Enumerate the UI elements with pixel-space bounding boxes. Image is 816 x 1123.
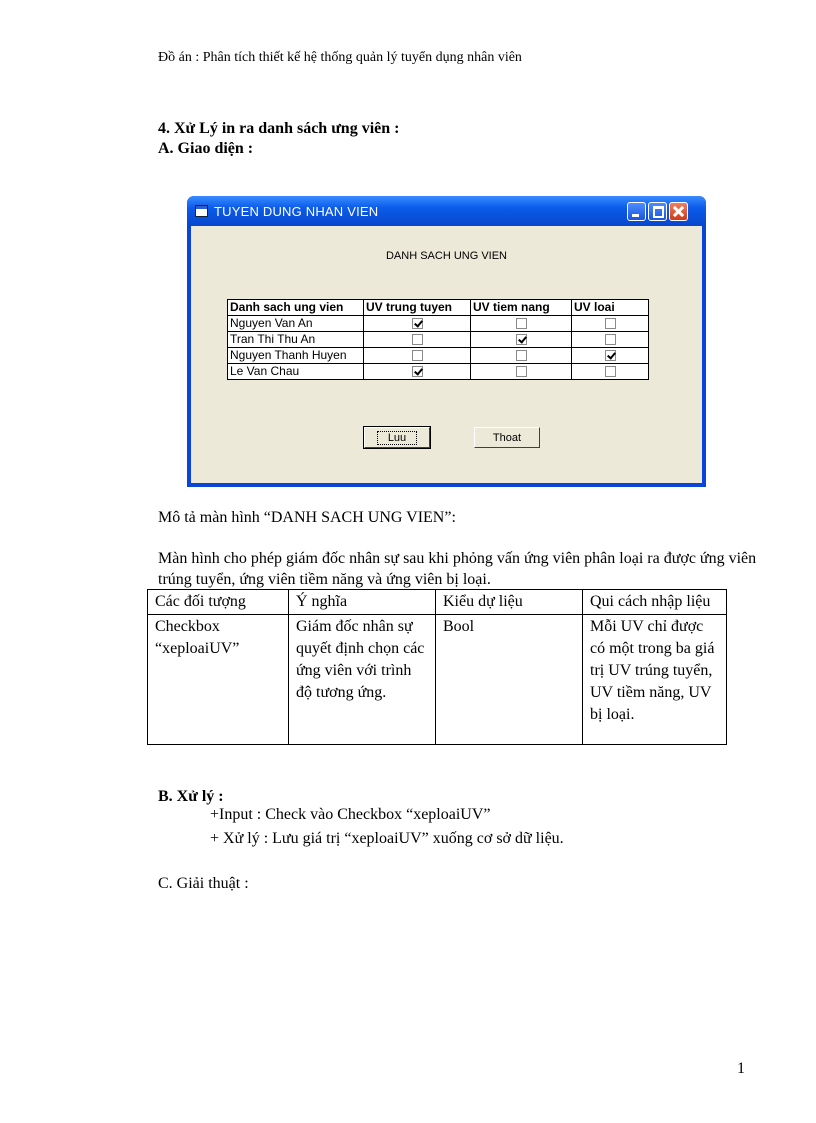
xeploai-checkbox[interactable] (605, 366, 616, 377)
table-row (228, 316, 649, 332)
save-button[interactable] (364, 427, 430, 448)
spec-header-meaning: Ý nghĩa (289, 590, 436, 615)
table-row (228, 332, 649, 348)
spec-header-type: Kiểu dự liệu (436, 590, 583, 615)
candidate-name: Nguyen Van An (228, 316, 364, 332)
xeploai-checkbox[interactable] (516, 318, 527, 329)
window-client-area (191, 226, 702, 483)
table-row (228, 348, 649, 364)
spec-type: Bool (436, 615, 583, 745)
process-line: + Xử lý : Lưu giá trị “xeploaiUV” xuống cơ sở dữ liệu. (210, 830, 564, 847)
section-b-title: B. Xử lý : (158, 788, 224, 805)
page-header: Đồ án : Phân tích thiết kế hệ thống quản lý tuyển dụng nhân viên (158, 50, 522, 65)
window-icon (195, 205, 208, 217)
spec-header-object: Các đối tượng (148, 590, 289, 615)
grid-header-row (228, 300, 649, 316)
xeploai-checkbox[interactable] (412, 318, 423, 329)
checkbox-cell (471, 332, 572, 348)
maximize-icon[interactable] (648, 202, 667, 221)
spec-header-rule: Qui cách nhập liệu (583, 590, 727, 615)
field-spec-table (147, 589, 727, 745)
xeploai-checkbox[interactable] (516, 366, 527, 377)
checkbox-cell (471, 348, 572, 364)
window-title: TUYEN DUNG NHAN VIEN (214, 204, 379, 219)
save-button-label: Luu (377, 431, 417, 445)
xeploai-checkbox[interactable] (605, 334, 616, 345)
grid-header-trung-tuyen: UV trung tuyen (364, 300, 471, 316)
spec-row (148, 615, 727, 745)
checkbox-cell (572, 332, 649, 348)
description-text: Màn hình cho phép giám đốc nhân sự sau khi phỏng vấn ứng viên phân loại ra được ứng viên trúng tuyển, ứng viên tiềm năng và ứng viên bị loại. (158, 550, 757, 588)
checkbox-cell (572, 316, 649, 332)
spec-meaning: Giám đốc nhân sự quyết định chọn các ứng viên với trình độ tương ứng. (289, 615, 436, 745)
checkbox-cell (364, 332, 471, 348)
spec-header-row (148, 590, 727, 615)
xeploai-checkbox[interactable] (412, 350, 423, 361)
grid-header-tiem-nang: UV tiem nang (471, 300, 572, 316)
checkbox-cell (471, 316, 572, 332)
section-a-title: A. Giao diện : (158, 140, 254, 157)
candidate-name: Tran Thi Thu An (228, 332, 364, 348)
exit-button[interactable]: Thoat (474, 427, 540, 448)
checkbox-cell (364, 364, 471, 380)
xeploai-checkbox[interactable] (605, 350, 616, 361)
spec-object: Checkbox “xeploaiUV” (148, 615, 289, 745)
xeploai-checkbox[interactable] (516, 334, 527, 345)
checkbox-cell (572, 364, 649, 380)
xeploai-checkbox[interactable] (412, 334, 423, 345)
section-4-title: 4. Xử Lý in ra danh sách ưng viên : (158, 120, 400, 137)
checkbox-cell (572, 348, 649, 364)
xeploai-checkbox[interactable] (412, 366, 423, 377)
checkbox-cell (364, 348, 471, 364)
candidate-name: Le Van Chau (228, 364, 364, 380)
minimize-icon[interactable] (627, 202, 646, 221)
table-row (228, 364, 649, 380)
candidate-name: Nguyen Thanh Huyen (228, 348, 364, 364)
checkbox-cell (471, 364, 572, 380)
section-c-title: C. Giải thuật : (158, 875, 249, 892)
page-number: 1 (737, 1060, 745, 1077)
spec-rule: Mỗi UV chỉ được có một trong ba giá trị UV trúng tuyển, UV tiềm năng, UV bị loại. (583, 615, 727, 745)
window-titlebar[interactable] (187, 196, 706, 226)
checkbox-cell (364, 316, 471, 332)
xeploai-checkbox[interactable] (516, 350, 527, 361)
app-window (187, 196, 706, 487)
candidate-grid (227, 299, 649, 380)
xeploai-checkbox[interactable] (605, 318, 616, 329)
grid-header-name: Danh sach ung vien (228, 300, 364, 316)
grid-header-loai: UV loai (572, 300, 649, 316)
form-title: DANH SACH UNG VIEN (385, 250, 508, 262)
description-title: Mô tả màn hình “DANH SACH UNG VIEN”: (158, 509, 456, 526)
close-icon[interactable] (669, 202, 688, 221)
input-line: +Input : Check vào Checkbox “xeploaiUV” (210, 806, 491, 823)
